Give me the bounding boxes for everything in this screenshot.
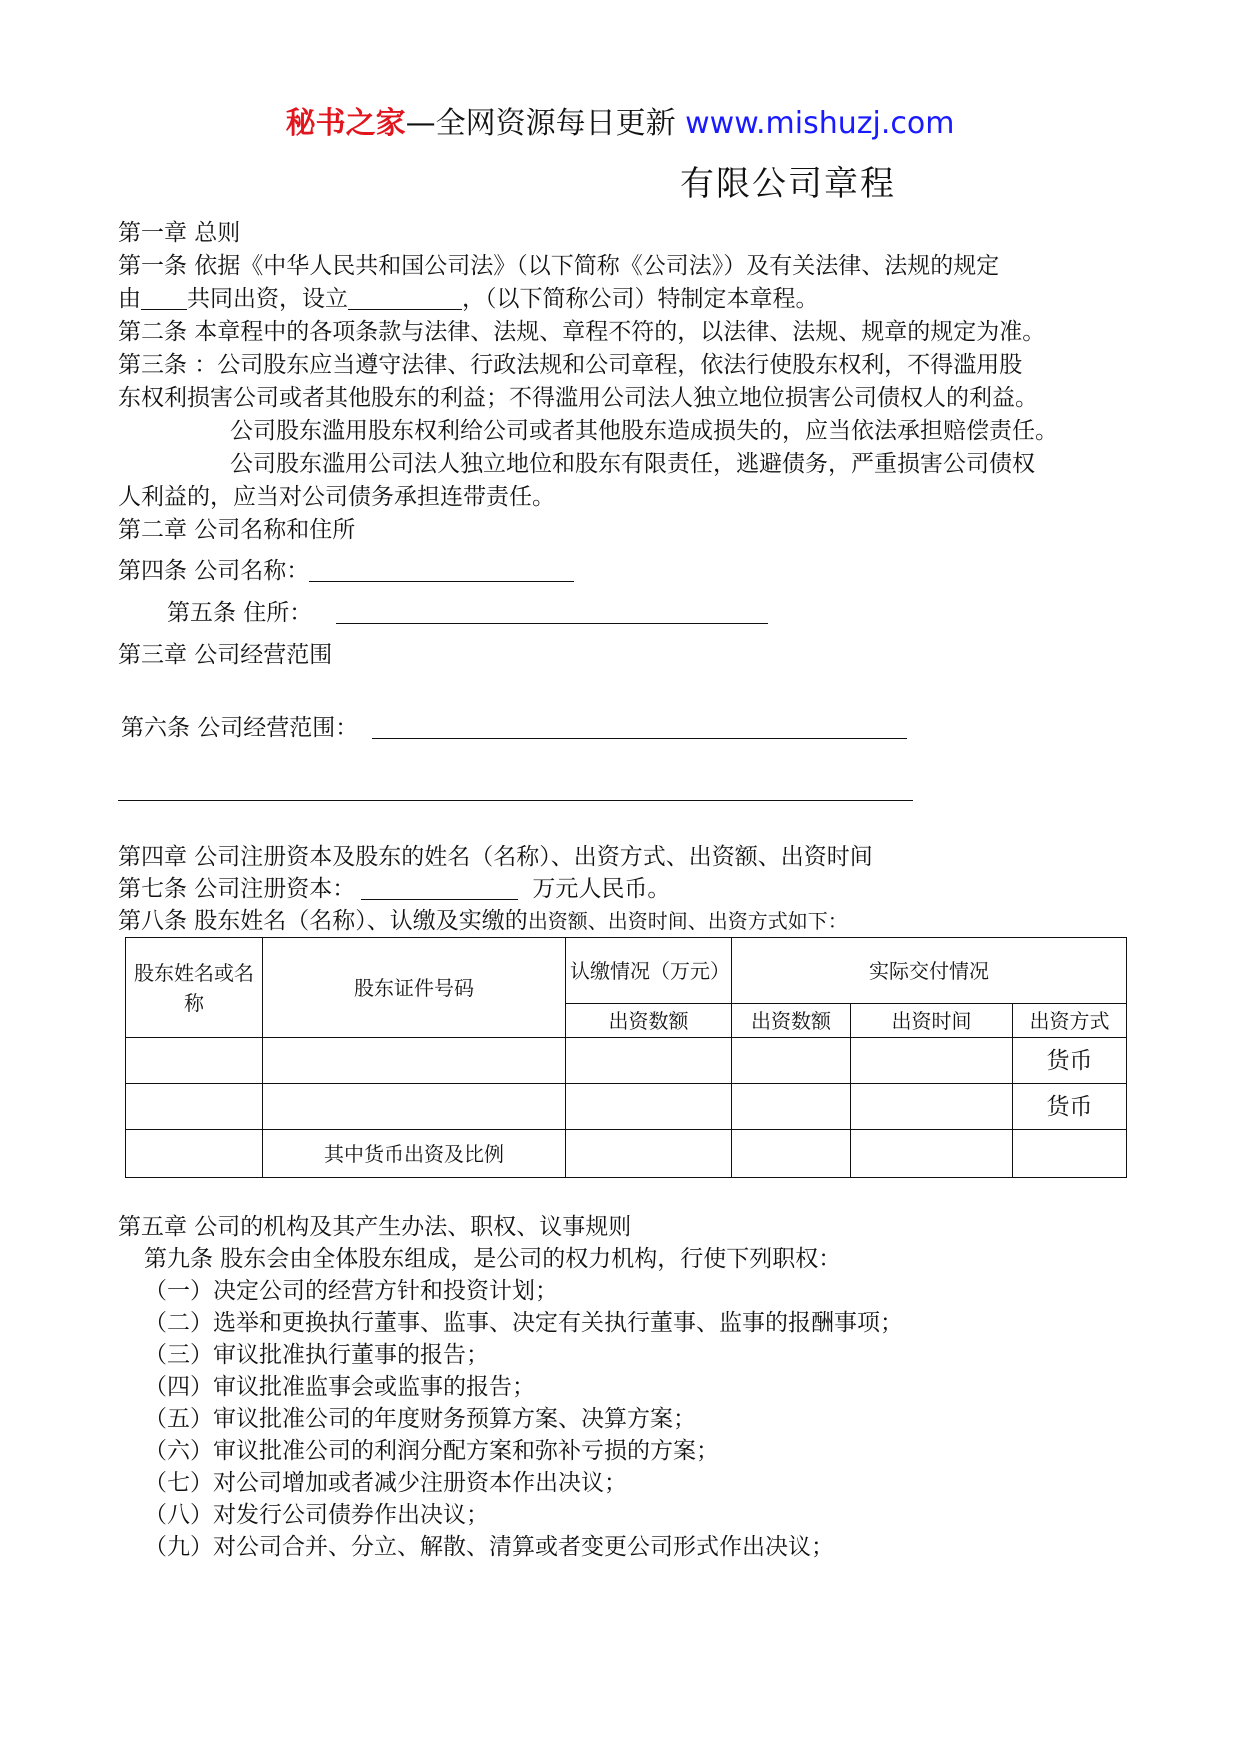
article-5-label: 第五条 住所： [167,600,313,626]
cell-subscribed[interactable] [566,1084,732,1130]
article-8-text-b: 出资额、出资时间、出资方式如下： [527,909,848,933]
article-1-line-1: 第一条 依据《中华人民共和国公司法》（以下简称《公司法》）及有关法律、法规的规定 [118,253,1000,279]
list-item: （六）审议批准公司的利润分配方案和弥补亏损的方案； [144,1438,719,1464]
article-1-line-2 [118,284,819,314]
banner-brand: 秘书之家 [285,106,406,141]
banner-url[interactable]: www.mishuzj.com [685,106,955,141]
cell-summary-label: 其中货币出资及比例 [263,1130,566,1178]
chapter-5-heading: 第五章 公司的机构及其产生办法、职权、议事规则 [118,1214,632,1240]
cell-id[interactable] [263,1038,566,1084]
header-subscribed: 认缴情况（万元） [566,938,732,1004]
article-3-line-4: 公司股东滥用公司法人独立地位和股东有限责任，逃避债务，严重损害公司债权 [230,451,1035,477]
cell-summary-amount[interactable] [732,1130,851,1178]
company-name-blank[interactable] [348,285,462,310]
chapter-3-heading: 第三章 公司经营范围 [118,642,333,668]
list-item: （二）选举和更换执行董事、监事、决定有关执行董事、监事的报酬事项； [144,1310,903,1336]
address-field[interactable] [336,599,768,624]
list-item: （八）对发行公司债券作出决议； [144,1502,489,1528]
header-id-number: 股东证件号码 [263,938,566,1038]
cell-time[interactable] [851,1084,1013,1130]
article-1-text-c: ，（以下简称公司）特制定本章程。 [462,286,819,312]
cell-time[interactable] [851,1038,1013,1084]
header-actual-amount: 出资数额 [732,1004,851,1038]
list-item: （五）审议批准公司的年度财务预算方案、决算方案； [144,1406,696,1432]
cell-id[interactable] [263,1084,566,1130]
site-banner [0,104,1240,144]
article-9: 第九条 股东会由全体股东组成，是公司的权力机构，行使下列职权： [144,1246,842,1272]
cell-subscribed[interactable] [566,1038,732,1084]
article-7-label: 第七条 公司注册资本： [118,876,356,902]
cell-actual-amount[interactable] [732,1038,851,1084]
article-3-line-3: 公司股东滥用股东权利给公司或者其他股东造成损失的，应当依法承担赔偿责任。 [230,418,1058,444]
list-item: （三）审议批准执行董事的报告； [144,1342,489,1368]
business-scope-line-2[interactable] [118,800,913,801]
list-item: （一）决定公司的经营方针和投资计划； [144,1278,558,1304]
cell-summary-time[interactable] [851,1130,1013,1178]
list-item: （九）对公司合并、分立、解散、清算或者变更公司形式作出决议； [144,1534,834,1560]
article-1-text-a: 由 [118,286,141,312]
cell-actual-amount[interactable] [732,1084,851,1130]
banner-slogan: —全网资源每日更新 [405,106,676,141]
header-actual-time: 出资时间 [851,1004,1013,1038]
cell-summary-empty[interactable] [126,1130,263,1178]
article-2: 第二条 本章程中的各项条款与法律、法规、章程不符的，以法律、法规、规章的规定为准。 [118,319,1046,345]
shareholder-table [125,937,1127,1178]
article-3-line-1: 第三条 ：公司股东应当遵守法律、行政法规和公司章程，依法行使股东权利，不得滥用股 [118,352,1023,378]
table-row [126,1038,1127,1084]
summary-row [126,1130,1127,1178]
document-title: 有限公司章程 [680,164,896,204]
chapter-1-heading: 第一章 总则 [118,220,241,246]
cell-method: 货币 [1013,1084,1127,1130]
article-1-text-b: 共同出资，设立 [187,286,348,312]
header-actual-method: 出资方式 [1013,1004,1127,1038]
article-7-unit: 万元人民币。 [532,876,671,902]
header-shareholder-name: 股东姓名或名称 [126,938,263,1038]
article-4-label: 第四条 公司名称： [118,558,310,584]
chapter-4-heading: 第四章 公司注册资本及股东的姓名（名称）、出资方式、出资额、出资时间 [118,844,873,870]
article-8 [118,906,848,936]
article-6-label: 第六条 公司经营范围： [121,715,359,741]
cell-summary-method[interactable] [1013,1130,1127,1178]
article-4 [118,556,574,586]
article-3-line-2: 东权利损害公司或者其他股东的利益；不得滥用公司法人独立地位损害公司债权人的利益。 [118,385,1038,411]
header-subscribed-amount: 出资数额 [566,1004,732,1038]
company-name-field[interactable] [309,557,574,582]
article-7 [118,874,670,904]
table-row [126,1084,1127,1130]
cell-method: 货币 [1013,1038,1127,1084]
cell-summary-subscribed[interactable] [566,1130,732,1178]
business-scope-field[interactable] [372,714,907,739]
article-5 [167,598,768,628]
header-actual-payment: 实际交付情况 [732,938,1127,1004]
list-item: （七）对公司增加或者减少注册资本作出决议； [144,1470,627,1496]
chapter-2-heading: 第二章 公司名称和住所 [118,517,356,543]
cell-name[interactable] [126,1038,263,1084]
article-8-text-a: 第八条 股东姓名（名称）、认缴及实缴的 [118,908,528,934]
article-3-line-5: 人利益的，应当对公司债务承担连带责任。 [118,484,555,510]
list-item: （四）审议批准监事会或监事的报告； [144,1374,535,1400]
investor-blank[interactable] [141,285,187,310]
cell-name[interactable] [126,1084,263,1130]
article-6 [121,713,907,743]
registered-capital-field[interactable] [361,875,518,900]
